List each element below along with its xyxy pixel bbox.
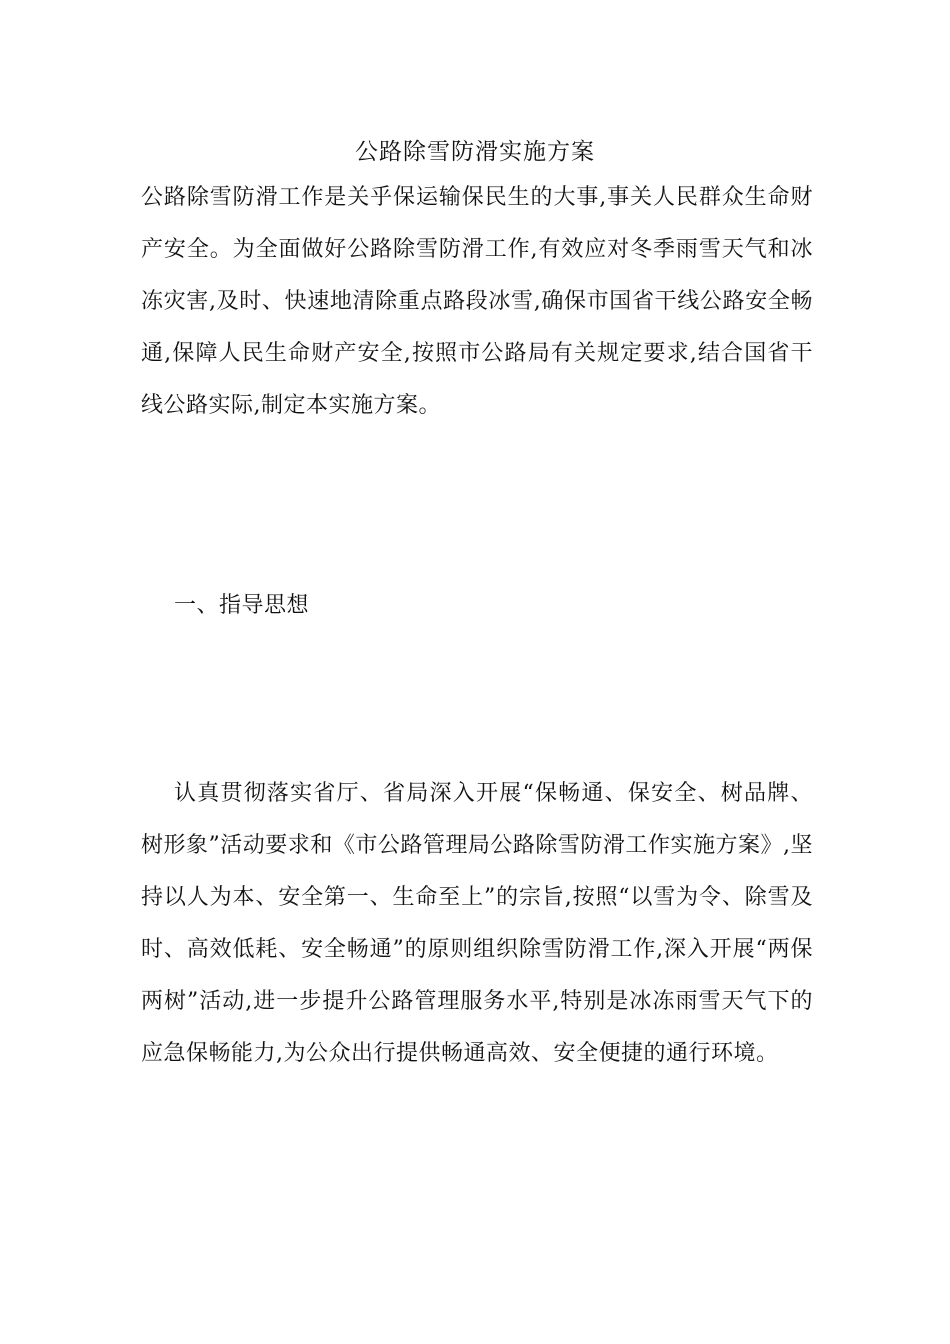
section-heading-guiding-ideology: 一、指导思想 [174,593,310,618]
section-paragraph-guiding-ideology: 认真贯彻落实省厅、省局深入开展“保畅通、保安全、树品牌、树形象”活动要求和《市公路管理局公路除雪防滑工作实施方案》,坚持以人为本、安全第一、生命至上”的宗旨,按照“以雪为令、除雪及时、高效低耗、安全畅通”的原则组织除雪防滑工作,深入开展“两保两树”活动,进一步提升公路管理服务水平,特别是冰冻雨雪天气下的应急保畅能力,为公众出行提供畅通高效、安全便捷的通行环境。 [141,781,813,1066]
intro-paragraph: 公路除雪防滑工作是关乎保运输保民生的大事,事关人民群众生命财产安全。为全面做好公路除雪防滑工作,有效应对冬季雨雪天气和冰冻灾害,及时、快速地清除重点路段冰雪,确保市国省干线公路安全畅通,保障人民生命财产安全,按照市公路局有关规定要求,结合国省干线公路实际,制定本实施方案。 [141,185,813,418]
document-title: 公路除雪防滑实施方案 [355,139,595,165]
